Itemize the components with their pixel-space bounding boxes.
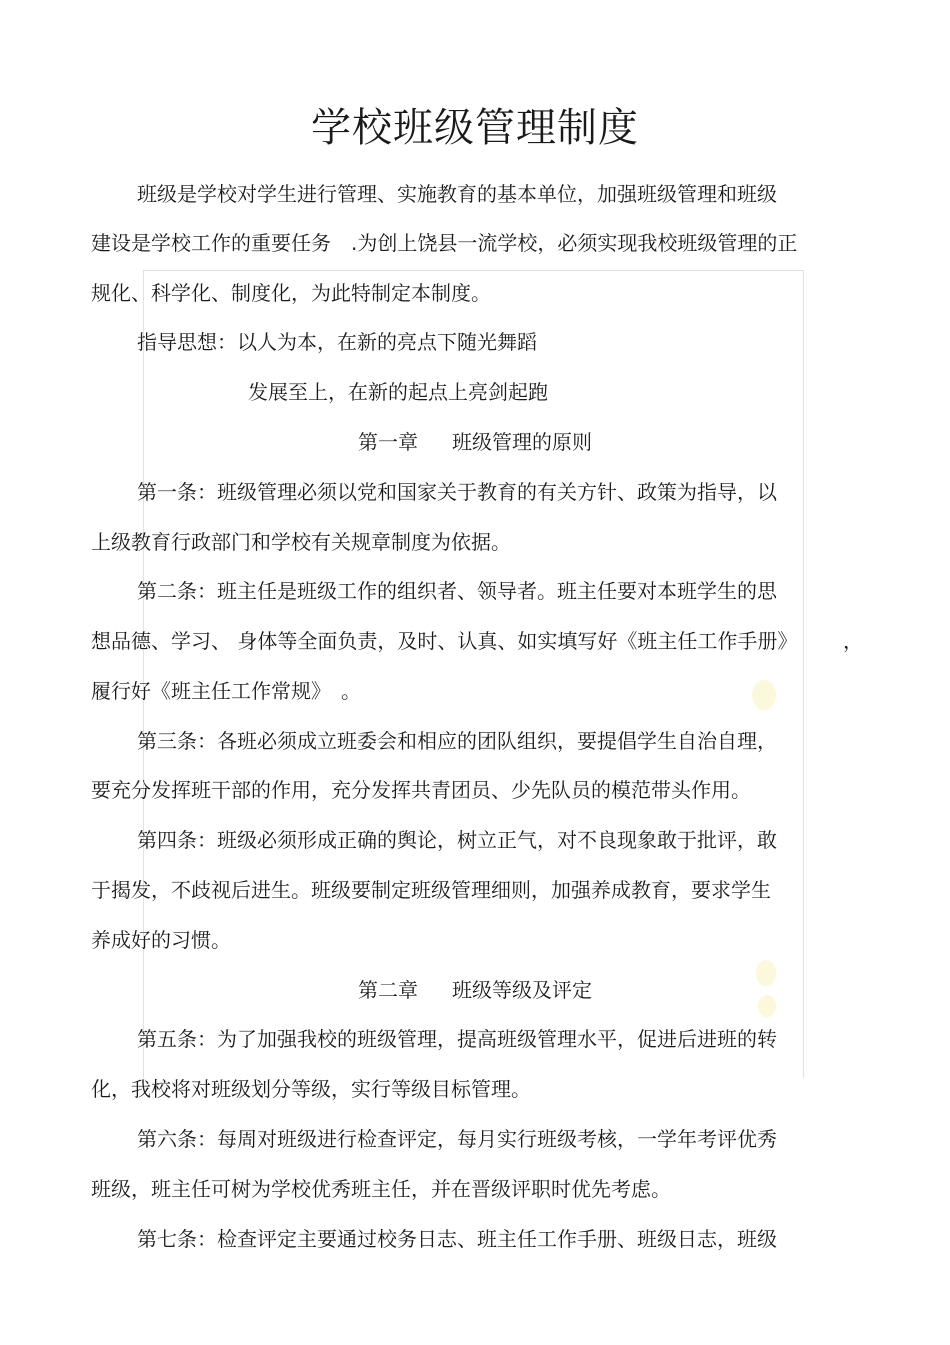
intro-line-3: 规化、科学化、制度化，为此特制定本制度。 bbox=[91, 281, 491, 305]
article-4-line-1: 第四条：班级必须形成正确的舆论，树立正气，对不良现象敢于批评，敢 bbox=[137, 828, 777, 852]
intro-line-2: 建设是学校工作的重要任务 .为创上饶县一流学校，必须实现我校班级管理的正 bbox=[91, 231, 798, 255]
article-1-line-2: 上级教育行政部门和学校有关规章制度为依据。 bbox=[91, 530, 511, 554]
article-3-line-2: 要充分发挥班干部的作用，充分发挥共青团员、少先队员的模范带头作用。 bbox=[91, 778, 751, 802]
article-1-line-1: 第一条：班级管理必须以党和国家关于教育的有关方针、政策为指导，以 bbox=[137, 480, 777, 504]
chapter-2-number: 第二章 bbox=[358, 978, 418, 1002]
article-2-line-1: 第二条：班主任是班级工作的组织者、领导者。班主任要对本班学生的思 bbox=[137, 579, 777, 603]
article-7-line-1: 第七条：检查评定主要通过校务日志、班主任工作手册、班级日志，班级 bbox=[137, 1227, 777, 1251]
article-2-line-3: 履行好《班主任工作常规》 。 bbox=[91, 679, 361, 703]
article-2-comma: ， bbox=[843, 629, 863, 653]
chapter-1-number: 第一章 bbox=[358, 430, 418, 454]
article-4-line-2: 于揭发，不歧视后进生。班级要制定班级管理细则，加强养成教育，要求学生 bbox=[91, 878, 771, 902]
chapter-2-title: 班级等级及评定 bbox=[452, 978, 592, 1002]
chapter-1-title: 班级管理的原则 bbox=[452, 430, 592, 454]
chapter-2-heading bbox=[0, 976, 950, 1004]
article-5-line-2: 化，我校将对班级划分等级，实行等级目标管理。 bbox=[91, 1077, 531, 1101]
page-title: 学校班级管理制度 bbox=[311, 105, 639, 151]
yellow-stain bbox=[752, 680, 776, 710]
article-6-line-2: 班级，班主任可树为学校优秀班主任，并在晋级评职时优先考虑。 bbox=[91, 1177, 671, 1201]
article-6-line-1: 第六条：每周对班级进行检查评定，每月实行班级考核，一学年考评优秀 bbox=[137, 1127, 777, 1151]
article-5-line-1: 第五条：为了加强我校的班级管理，提高班级管理水平，促进后进班的转 bbox=[137, 1027, 777, 1051]
guiding-line-2: 发展至上，在新的起点上亮剑起跑 bbox=[248, 380, 548, 404]
chapter-1-heading bbox=[0, 428, 950, 456]
article-2-line-2: 想品德、学习、 身体等全面负责，及时、认真、如实填写好《班主任工作手册》 bbox=[91, 629, 798, 653]
guiding-line-1: 指导思想：以人为本，在新的亮点下随光舞蹈 bbox=[137, 330, 537, 354]
intro-line-1: 班级是学校对学生进行管理、实施教育的基本单位，加强班级管理和班级 bbox=[137, 182, 777, 206]
article-4-line-3: 养成好的习惯。 bbox=[91, 928, 231, 952]
article-3-line-1: 第三条：各班必须成立班委会和相应的团队组织，要提倡学生自治自理， bbox=[137, 729, 777, 753]
